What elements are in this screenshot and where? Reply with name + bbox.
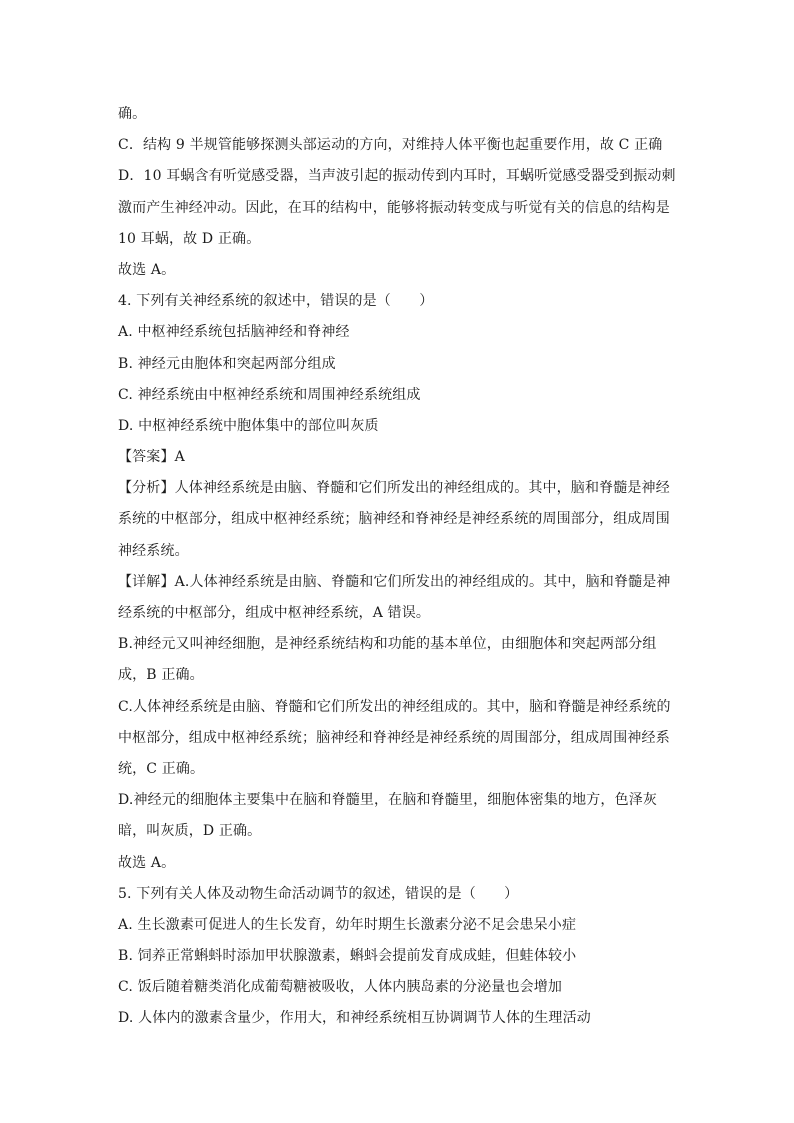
question-4-option-a: A. 中枢神经系统包括脑神经和脊神经 <box>118 324 350 341</box>
question-5-option-c: C. 饭后随着糖类消化成葡萄糖被吸收，人体内胰岛素的分泌量也会增加 <box>118 979 563 996</box>
question-4-detail-a-cont: 经系统的中枢部分，组成中枢神经系统，A 错误。 <box>118 605 431 621</box>
question-5-option-a: A. 生长激素可促进人的生长发育，幼年时期生长激素分泌不足会患呆小症 <box>118 916 577 933</box>
question-4-detail-c: C.人体神经系统是由脑、脊髓和它们所发出的神经组成的。其中，脑和脊髓是神经系统的 <box>118 698 671 715</box>
explanation-line-c: C．结构 9 半规管能够探测头部运动的方向，对维持人体平衡也起重要作用，故 C 正确 <box>118 137 663 154</box>
question-4-detail-d-cont: 暗，叫灰质，D 正确。 <box>118 823 262 840</box>
question-4-detail-d: D.神经元的细胞体主要集中在脑和脊髓里，在脑和脊髓里，细胞体密集的地方，色泽灰 <box>118 792 658 809</box>
question-4-analysis-end: 神经系统。 <box>118 542 189 559</box>
text-line-continuation: 确。 <box>118 106 147 122</box>
question-4-detail-a: 【详解】A.人体神经系统是由脑、脊髓和它们所发出的神经组成的。其中，脑和脊髓是神 <box>118 573 671 590</box>
question-4-analysis: 【分析】人体神经系统是由脑、脊髓和它们所发出的神经组成的。其中，脑和脊髓是神经 <box>118 480 670 497</box>
question-5-option-d: D. 人体内的激素含量少，作用大，和神经系统相互协调调节人体的生理活动 <box>118 1010 591 1027</box>
question-5-stem: 5. 下列有关人体及动物生命活动调节的叙述，错误的是（ ） <box>118 885 519 902</box>
explanation-line-d-cont: 激而产生神经冲动。因此，在耳的结构中，能够将振动转变成与听觉有关的信息的结构是 <box>118 199 670 216</box>
question-4-detail-b: B.神经元又叫神经细胞，是神经系统结构和功能的基本单位，由细胞体和突起两部分组 <box>118 636 657 653</box>
question-4-stem: 4. 下列有关神经系统的叙述中，错误的是（ ） <box>118 293 434 310</box>
question-5-option-b: B. 饲养正常蝌蚪时添加甲状腺激素，蝌蚪会提前发育成成蛙，但蛙体较小 <box>118 948 577 965</box>
question-4-conclusion: 故选 A。 <box>118 854 176 871</box>
explanation-line-d: D．10 耳蜗含有听觉感受器，当声波引起的振动传到内耳时，耳蜗听觉感受器受到振动刺 <box>118 168 676 185</box>
choice-conclusion: 故选 A。 <box>118 261 176 278</box>
question-4-option-d: D. 中枢神经系统中胞体集中的部位叫灰质 <box>118 417 379 434</box>
question-4-detail-c-end: 统，C 正确。 <box>118 760 205 777</box>
document-page <box>118 99 678 1035</box>
question-4-detail-b-cont: 成，B 正确。 <box>118 667 204 684</box>
question-4-option-b: B. 神经元由胞体和突起两部分组成 <box>118 355 336 372</box>
explanation-line-d-end: 10 耳蜗，故 D 正确。 <box>118 230 261 247</box>
question-4-detail-c-cont: 中枢部分，组成中枢神经系统；脑神经和脊神经是神经系统的周围部分，组成周围神经系 <box>118 729 670 746</box>
question-4-analysis-cont: 系统的中枢部分，组成中枢神经系统；脑神经和脊神经是神经系统的周围部分，组成周围 <box>118 511 670 528</box>
question-4-option-c: C. 神经系统由中枢神经系统和周围神经系统组成 <box>118 386 421 403</box>
question-4-answer: 【答案】A <box>118 449 185 466</box>
